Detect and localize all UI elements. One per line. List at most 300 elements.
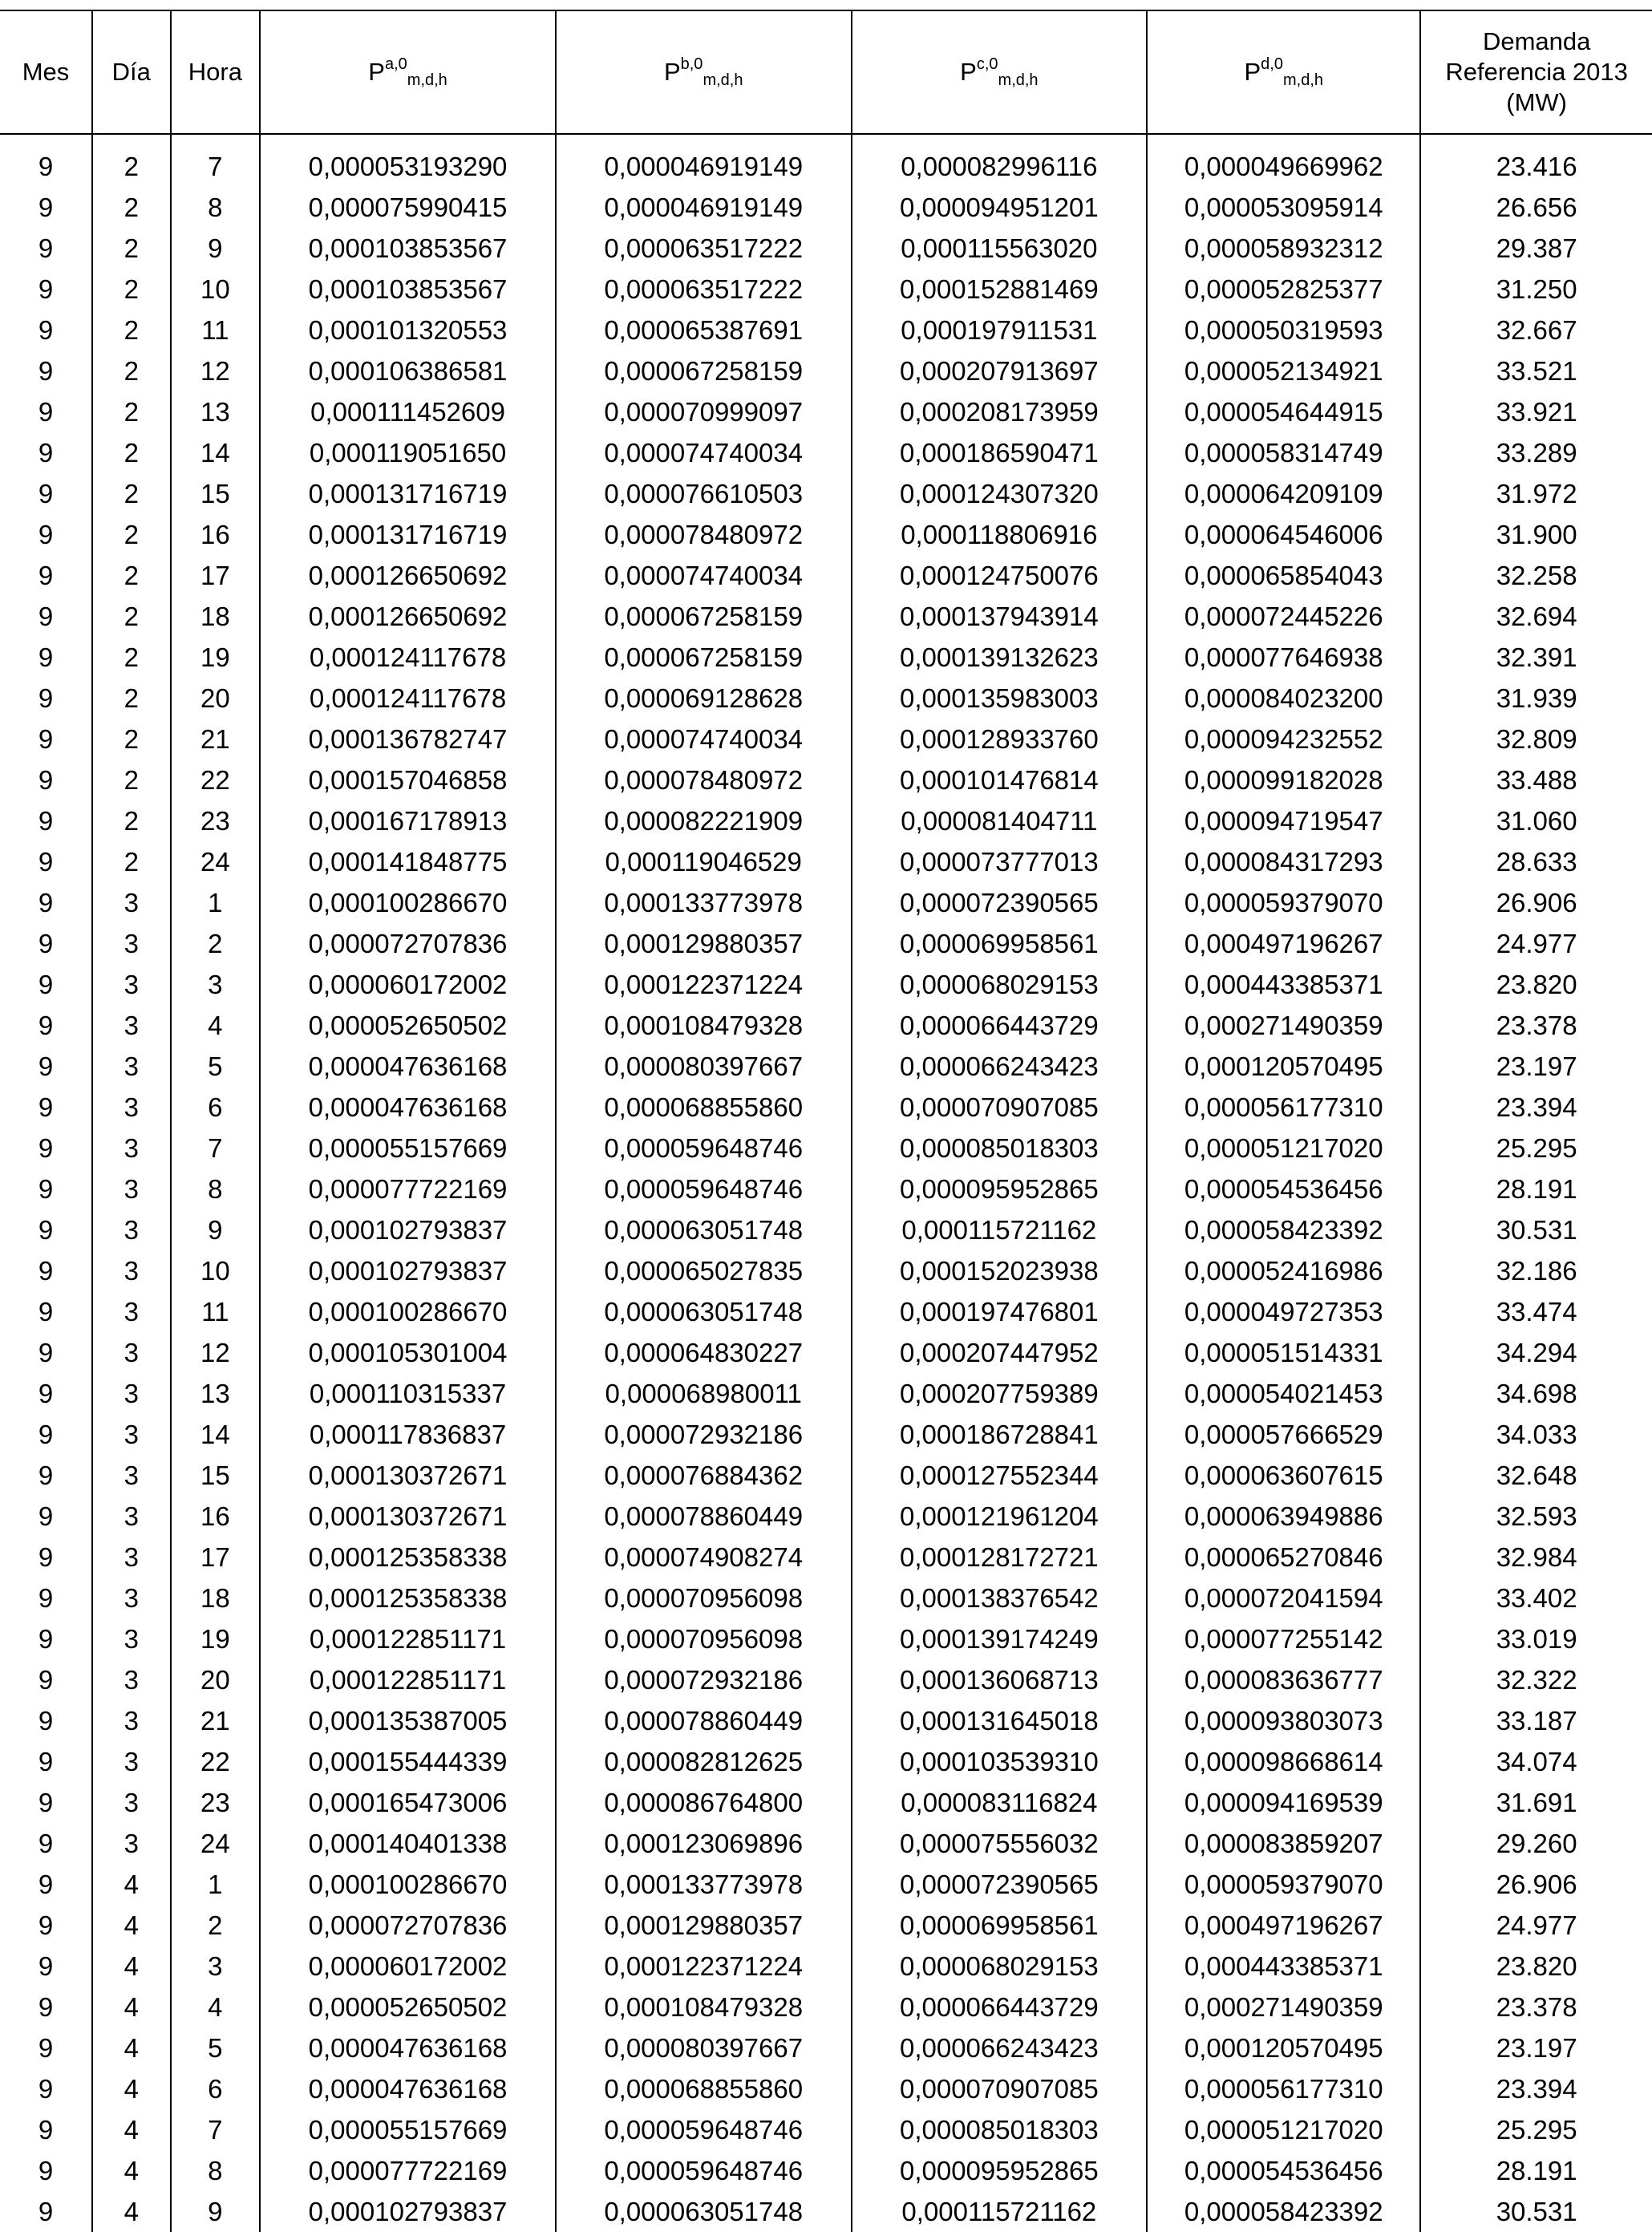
pa-cell: 0,000047636168	[260, 1087, 556, 1128]
pa-cell: 0,000119051650	[260, 432, 556, 473]
mes-cell: 9	[38, 1706, 54, 1736]
hora-cell: 6	[171, 2068, 261, 2109]
pa-cell: 0,000125358338	[260, 1578, 556, 1618]
pc-cell: 0,000082996116	[852, 134, 1148, 187]
dia-cell: 3	[92, 1046, 170, 1087]
dia-cell: 2	[92, 134, 170, 187]
pb-cell: 0,000078480972	[556, 514, 852, 555]
pa-cell: 0,000111452609	[260, 391, 556, 432]
hora-cell: 9	[171, 228, 261, 269]
table-row	[0, 1087, 1652, 1128]
pc-cell: 0,000139174249	[852, 1618, 1148, 1659]
demanda-cell: 33.289	[1420, 432, 1652, 473]
table-row	[0, 391, 1652, 432]
demanda-cell: 32.258	[1420, 555, 1652, 596]
pd-cell: 0,000094169539	[1147, 1782, 1420, 1823]
mes-cell: 9	[38, 1992, 54, 2022]
hora-cell: 19	[171, 637, 261, 678]
pd-cell: 0,000056177310	[1147, 2068, 1420, 2109]
table-row	[0, 1700, 1652, 1741]
pd-cell: 0,000271490359	[1147, 1005, 1420, 1046]
demanda-cell: 25.295	[1420, 1128, 1652, 1169]
mes-cell: 9	[38, 2074, 54, 2104]
pc-cell: 0,000115721162	[852, 2191, 1148, 2232]
pb-cell: 0,000063517222	[556, 228, 852, 269]
header-demanda-line-2: Referencia 2013	[1445, 58, 1628, 86]
pa-cell: 0,000053193290	[260, 134, 556, 187]
pa-cell: 0,000141848775	[260, 841, 556, 882]
pc-cell: 0,000066443729	[852, 1987, 1148, 2027]
pc-cell: 0,000152881469	[852, 269, 1148, 310]
table-row	[0, 1578, 1652, 1618]
pd-cell: 0,000050319593	[1147, 310, 1420, 350]
pb-cell: 0,000086764800	[556, 1782, 852, 1823]
dia-cell: 2	[92, 228, 170, 269]
mes-cell: 9	[38, 356, 54, 386]
pc-cell: 0,000069958561	[852, 923, 1148, 964]
table-row	[0, 1864, 1652, 1905]
pb-cell: 0,000076610503	[556, 473, 852, 514]
header-row	[0, 10, 1652, 134]
table-row	[0, 841, 1652, 882]
mes-cell: 9	[38, 192, 54, 222]
table-row	[0, 310, 1652, 350]
mes-cell: 9	[38, 438, 54, 468]
mes-cell: 9	[38, 1869, 54, 1899]
pd-cell: 0,000443385371	[1147, 1946, 1420, 1987]
pa-cell: 0,000131716719	[260, 514, 556, 555]
pc-cell: 0,000095952865	[852, 2150, 1148, 2191]
pd-cell: 0,000052825377	[1147, 269, 1420, 310]
dia-cell: 3	[92, 1455, 170, 1496]
demanda-cell: 33.019	[1420, 1618, 1652, 1659]
pa-cell: 0,000110315337	[260, 1373, 556, 1414]
pd-cell: 0,000064546006	[1147, 514, 1420, 555]
pc-cell: 0,000101476814	[852, 760, 1148, 800]
hora-cell: 15	[171, 473, 261, 514]
mes-cell: 9	[38, 233, 54, 263]
pd-cell: 0,000497196267	[1147, 923, 1420, 964]
header-demanda-line-3: (MW)	[1506, 88, 1568, 116]
pb-cell: 0,000070999097	[556, 391, 852, 432]
pa-cell: 0,000117836837	[260, 1414, 556, 1455]
demanda-cell: 34.698	[1420, 1373, 1652, 1414]
table-row	[0, 1046, 1652, 1087]
pc-cell: 0,000095952865	[852, 1169, 1148, 1209]
pb-cell: 0,000072932186	[556, 1659, 852, 1700]
mes-cell: 9	[38, 602, 54, 631]
table-row	[0, 882, 1652, 923]
mes-cell: 9	[38, 2115, 54, 2145]
hora-cell: 11	[171, 310, 261, 350]
hora-cell: 7	[171, 2109, 261, 2150]
hora-cell: 24	[171, 841, 261, 882]
pb-cell: 0,000070956098	[556, 1618, 852, 1659]
pd-cell: 0,000077646938	[1147, 637, 1420, 678]
pb-cell: 0,000063517222	[556, 269, 852, 310]
pd-cell: 0,000064209109	[1147, 473, 1420, 514]
mes-cell: 9	[38, 724, 54, 754]
pb-cell: 0,000074908274	[556, 1537, 852, 1578]
demanda-cell: 23.820	[1420, 964, 1652, 1005]
pd-cell: 0,000094719547	[1147, 800, 1420, 841]
demanda-cell: 31.939	[1420, 678, 1652, 719]
table-row	[0, 432, 1652, 473]
hora-cell: 19	[171, 1618, 261, 1659]
pc-cell: 0,000138376542	[852, 1578, 1148, 1618]
table-row	[0, 1414, 1652, 1455]
dia-cell: 4	[92, 1905, 170, 1946]
demanda-cell: 33.402	[1420, 1578, 1652, 1618]
hora-cell: 17	[171, 1537, 261, 1578]
mes-cell: 9	[38, 1133, 54, 1163]
dia-cell: 2	[92, 432, 170, 473]
dia-cell: 2	[92, 596, 170, 637]
demanda-cell: 28.191	[1420, 2150, 1652, 2191]
pd-cell: 0,000077255142	[1147, 1618, 1420, 1659]
dia-cell: 3	[92, 1332, 170, 1373]
hora-cell: 23	[171, 1782, 261, 1823]
dia-cell: 2	[92, 187, 170, 228]
demanda-cell: 23.394	[1420, 2068, 1652, 2109]
pd-cell: 0,000120570495	[1147, 1046, 1420, 1087]
hora-cell: 10	[171, 1250, 261, 1291]
pb-cell: 0,000069128628	[556, 678, 852, 719]
pa-cell: 0,000103853567	[260, 228, 556, 269]
hora-cell: 15	[171, 1455, 261, 1496]
pb-cell: 0,000067258159	[556, 596, 852, 637]
demanda-cell: 34.033	[1420, 1414, 1652, 1455]
pd-cell: 0,000084023200	[1147, 678, 1420, 719]
mes-cell: 9	[38, 1215, 54, 1245]
table-row	[0, 1209, 1652, 1250]
demanda-cell: 26.656	[1420, 187, 1652, 228]
pb-cell: 0,000068980011	[556, 1373, 852, 1414]
pc-cell: 0,000207447952	[852, 1332, 1148, 1373]
demanda-cell: 32.809	[1420, 719, 1652, 760]
table-row	[0, 1905, 1652, 1946]
pb-cell: 0,000133773978	[556, 882, 852, 923]
pc-cell: 0,000139132623	[852, 637, 1148, 678]
mes-cell: 9	[38, 1747, 54, 1776]
pc-cell: 0,000121961204	[852, 1496, 1148, 1537]
hora-cell: 24	[171, 1823, 261, 1864]
demanda-cell: 32.593	[1420, 1496, 1652, 1537]
mes-cell: 9	[38, 397, 54, 427]
table-row	[0, 800, 1652, 841]
pb-cell: 0,000072932186	[556, 1414, 852, 1455]
pa-cell: 0,000105301004	[260, 1332, 556, 1373]
pa-cell: 0,000106386581	[260, 350, 556, 391]
pc-cell: 0,000072390565	[852, 1864, 1148, 1905]
demanda-cell: 23.378	[1420, 1987, 1652, 2027]
table-row	[0, 1741, 1652, 1782]
hora-cell: 16	[171, 1496, 261, 1537]
mes-cell: 9	[38, 970, 54, 999]
hora-cell: 14	[171, 1414, 261, 1455]
pa-cell: 0,000101320553	[260, 310, 556, 350]
pc-cell: 0,000069958561	[852, 1905, 1148, 1946]
pb-cell: 0,000065027835	[556, 1250, 852, 1291]
hora-cell: 13	[171, 391, 261, 432]
demanda-cell: 23.378	[1420, 1005, 1652, 1046]
pc-cell: 0,000085018303	[852, 2109, 1148, 2150]
pa-cell: 0,000052650502	[260, 1987, 556, 2027]
demanda-cell: 33.187	[1420, 1700, 1652, 1741]
table-row	[0, 473, 1652, 514]
dia-cell: 3	[92, 1741, 170, 1782]
hora-cell: 8	[171, 2150, 261, 2191]
pa-cell: 0,000047636168	[260, 1046, 556, 1087]
dia-cell: 3	[92, 1700, 170, 1741]
header-dia: Día	[92, 10, 170, 134]
pa-cell: 0,000155444339	[260, 1741, 556, 1782]
dia-cell: 3	[92, 1087, 170, 1128]
demanda-cell: 33.474	[1420, 1291, 1652, 1332]
pd-cell: 0,000058423392	[1147, 2191, 1420, 2232]
table-row	[0, 719, 1652, 760]
mes-cell: 9	[38, 479, 54, 508]
pb-cell: 0,000080397667	[556, 2027, 852, 2068]
table-row	[0, 1823, 1652, 1864]
dia-cell: 4	[92, 1987, 170, 2027]
hora-cell: 11	[171, 1291, 261, 1332]
table-row	[0, 1659, 1652, 1700]
table-row	[0, 1291, 1652, 1332]
header-pc: P$^{c,0}_{m,d,h}$	[852, 10, 1148, 134]
table-row	[0, 134, 1652, 187]
demanda-cell: 29.260	[1420, 1823, 1652, 1864]
pd-cell: 0,000049727353	[1147, 1291, 1420, 1332]
pd-cell: 0,000051217020	[1147, 1128, 1420, 1169]
pb-cell: 0,000082812625	[556, 1741, 852, 1782]
mes-cell: 9	[38, 152, 54, 181]
pa-cell: 0,000130372671	[260, 1496, 556, 1537]
demanda-cell: 23.197	[1420, 1046, 1652, 1087]
hora-cell: 16	[171, 514, 261, 555]
pa-cell: 0,000077722169	[260, 2150, 556, 2191]
pa-cell: 0,000075990415	[260, 187, 556, 228]
pb-cell: 0,000078480972	[556, 760, 852, 800]
pc-cell: 0,000197911531	[852, 310, 1148, 350]
mes-cell: 9	[38, 1338, 54, 1367]
pc-cell: 0,000137943914	[852, 596, 1148, 637]
table-row	[0, 760, 1652, 800]
pd-cell: 0,000059379070	[1147, 882, 1420, 923]
dia-cell: 3	[92, 882, 170, 923]
pc-cell: 0,000118806916	[852, 514, 1148, 555]
hora-cell: 21	[171, 719, 261, 760]
demanda-cell: 32.984	[1420, 1537, 1652, 1578]
pa-cell: 0,000052650502	[260, 1005, 556, 1046]
table-row	[0, 555, 1652, 596]
table-row	[0, 187, 1652, 228]
mes-cell: 9	[38, 1665, 54, 1695]
hora-cell: 8	[171, 187, 261, 228]
demanda-cell: 30.531	[1420, 2191, 1652, 2232]
pa-cell: 0,000122851171	[260, 1659, 556, 1700]
pc-cell: 0,000128172721	[852, 1537, 1148, 1578]
dia-cell: 2	[92, 800, 170, 841]
demanda-cell: 31.250	[1420, 269, 1652, 310]
demanda-cell: 34.074	[1420, 1741, 1652, 1782]
pc-cell: 0,000128933760	[852, 719, 1148, 760]
hora-cell: 3	[171, 1946, 261, 1987]
pc-cell: 0,000127552344	[852, 1455, 1148, 1496]
pd-cell: 0,000059379070	[1147, 1864, 1420, 1905]
pb-cell: 0,000074740034	[556, 555, 852, 596]
pb-cell: 0,000067258159	[556, 637, 852, 678]
pa-cell: 0,000122851171	[260, 1618, 556, 1659]
pa-cell: 0,000136782747	[260, 719, 556, 760]
pc-cell: 0,000094951201	[852, 187, 1148, 228]
pd-cell: 0,000054021453	[1147, 1373, 1420, 1414]
pd-cell: 0,000052416986	[1147, 1250, 1420, 1291]
pd-cell: 0,000063607615	[1147, 1455, 1420, 1496]
hora-cell: 22	[171, 1741, 261, 1782]
pa-cell: 0,000130372671	[260, 1455, 556, 1496]
pb-cell: 0,000074740034	[556, 719, 852, 760]
table-row	[0, 2150, 1652, 2191]
hora-cell: 1	[171, 1864, 261, 1905]
header-hora: Hora	[171, 10, 261, 134]
pa-cell: 0,000131716719	[260, 473, 556, 514]
pd-cell: 0,000120570495	[1147, 2027, 1420, 2068]
pa-cell: 0,000060172002	[260, 1946, 556, 1987]
hora-cell: 7	[171, 134, 261, 187]
pc-cell: 0,000070907085	[852, 1087, 1148, 1128]
hora-cell: 6	[171, 1087, 261, 1128]
pd-cell: 0,000049669962	[1147, 134, 1420, 187]
demanda-cell: 24.977	[1420, 1905, 1652, 1946]
pd-cell: 0,000052134921	[1147, 350, 1420, 391]
demanda-cell: 33.488	[1420, 760, 1652, 800]
pa-cell: 0,000100286670	[260, 1291, 556, 1332]
pc-cell: 0,000186728841	[852, 1414, 1148, 1455]
pd-cell: 0,000072041594	[1147, 1578, 1420, 1618]
mes-cell: 9	[38, 315, 54, 345]
hora-cell: 20	[171, 678, 261, 719]
pb-cell: 0,000129880357	[556, 923, 852, 964]
pb-cell: 0,000067258159	[556, 350, 852, 391]
pc-cell: 0,000066243423	[852, 2027, 1148, 2068]
demanda-cell: 24.977	[1420, 923, 1652, 964]
hora-cell: 4	[171, 1005, 261, 1046]
pa-cell: 0,000103853567	[260, 269, 556, 310]
hora-cell: 9	[171, 2191, 261, 2232]
mes-cell: 9	[38, 520, 54, 549]
pa-cell: 0,000125358338	[260, 1537, 556, 1578]
dia-cell: 3	[92, 1373, 170, 1414]
pc-cell: 0,000208173959	[852, 391, 1148, 432]
dia-cell: 2	[92, 514, 170, 555]
hora-cell: 12	[171, 1332, 261, 1373]
table-row	[0, 228, 1652, 269]
demanda-cell: 25.295	[1420, 2109, 1652, 2150]
dia-cell: 3	[92, 1005, 170, 1046]
mes-cell: 9	[38, 1092, 54, 1122]
mes-cell: 9	[38, 1910, 54, 1940]
pa-cell: 0,000077722169	[260, 1169, 556, 1209]
hora-cell: 5	[171, 2027, 261, 2068]
dia-cell: 4	[92, 2068, 170, 2109]
pb-cell: 0,000068855860	[556, 1087, 852, 1128]
mes-cell: 9	[38, 1829, 54, 1858]
demanda-cell: 31.691	[1420, 1782, 1652, 1823]
table-row	[0, 923, 1652, 964]
pb-cell: 0,000074740034	[556, 432, 852, 473]
pc-cell: 0,000136068713	[852, 1659, 1148, 1700]
hora-cell: 7	[171, 1128, 261, 1169]
pc-cell: 0,000070907085	[852, 2068, 1148, 2109]
table-body	[0, 134, 1652, 2232]
mes-cell: 9	[38, 847, 54, 877]
table-row	[0, 350, 1652, 391]
table-row	[0, 596, 1652, 637]
hora-cell: 5	[171, 1046, 261, 1087]
dia-cell: 3	[92, 1414, 170, 1455]
header-mes: Mes	[0, 10, 92, 134]
mes-cell: 9	[38, 561, 54, 590]
dia-cell: 2	[92, 841, 170, 882]
pd-cell: 0,000084317293	[1147, 841, 1420, 882]
pb-cell: 0,000078860449	[556, 1700, 852, 1741]
table-row	[0, 269, 1652, 310]
hora-cell: 17	[171, 555, 261, 596]
dia-cell: 3	[92, 1291, 170, 1332]
pa-cell: 0,000102793837	[260, 2191, 556, 2232]
hora-cell: 18	[171, 596, 261, 637]
pb-cell: 0,000076884362	[556, 1455, 852, 1496]
demanda-cell: 32.648	[1420, 1455, 1652, 1496]
demanda-cell: 30.531	[1420, 1209, 1652, 1250]
data-table	[0, 10, 1652, 2232]
pa-cell: 0,000167178913	[260, 800, 556, 841]
mes-cell: 9	[38, 1256, 54, 1286]
pd-cell: 0,000063949886	[1147, 1496, 1420, 1537]
pd-cell: 0,000054536456	[1147, 1169, 1420, 1209]
dia-cell: 2	[92, 760, 170, 800]
mes-cell: 9	[38, 806, 54, 836]
document-page	[0, 10, 1652, 2232]
pc-cell: 0,000072390565	[852, 882, 1148, 923]
header-demanda-line-1: Demanda	[1482, 27, 1591, 55]
dia-cell: 3	[92, 1823, 170, 1864]
pa-cell: 0,000072707836	[260, 923, 556, 964]
dia-cell: 4	[92, 2027, 170, 2068]
dia-cell: 3	[92, 923, 170, 964]
pd-cell: 0,000497196267	[1147, 1905, 1420, 1946]
mes-cell: 9	[38, 765, 54, 795]
pd-cell: 0,000271490359	[1147, 1987, 1420, 2027]
mes-cell: 9	[38, 2033, 54, 2063]
pd-cell: 0,000065270846	[1147, 1537, 1420, 1578]
table-row	[0, 1005, 1652, 1046]
hora-cell: 14	[171, 432, 261, 473]
pb-cell: 0,000080397667	[556, 1046, 852, 1087]
pd-cell: 0,000065854043	[1147, 555, 1420, 596]
mes-cell: 9	[38, 683, 54, 713]
hora-cell: 13	[171, 1373, 261, 1414]
pb-cell: 0,000078860449	[556, 1496, 852, 1537]
pd-cell: 0,000099182028	[1147, 760, 1420, 800]
pc-cell: 0,000207759389	[852, 1373, 1148, 1414]
dia-cell: 4	[92, 2109, 170, 2150]
pd-cell: 0,000056177310	[1147, 1087, 1420, 1128]
pa-cell: 0,000055157669	[260, 2109, 556, 2150]
dia-cell: 3	[92, 1659, 170, 1700]
pc-cell: 0,000075556032	[852, 1823, 1148, 1864]
